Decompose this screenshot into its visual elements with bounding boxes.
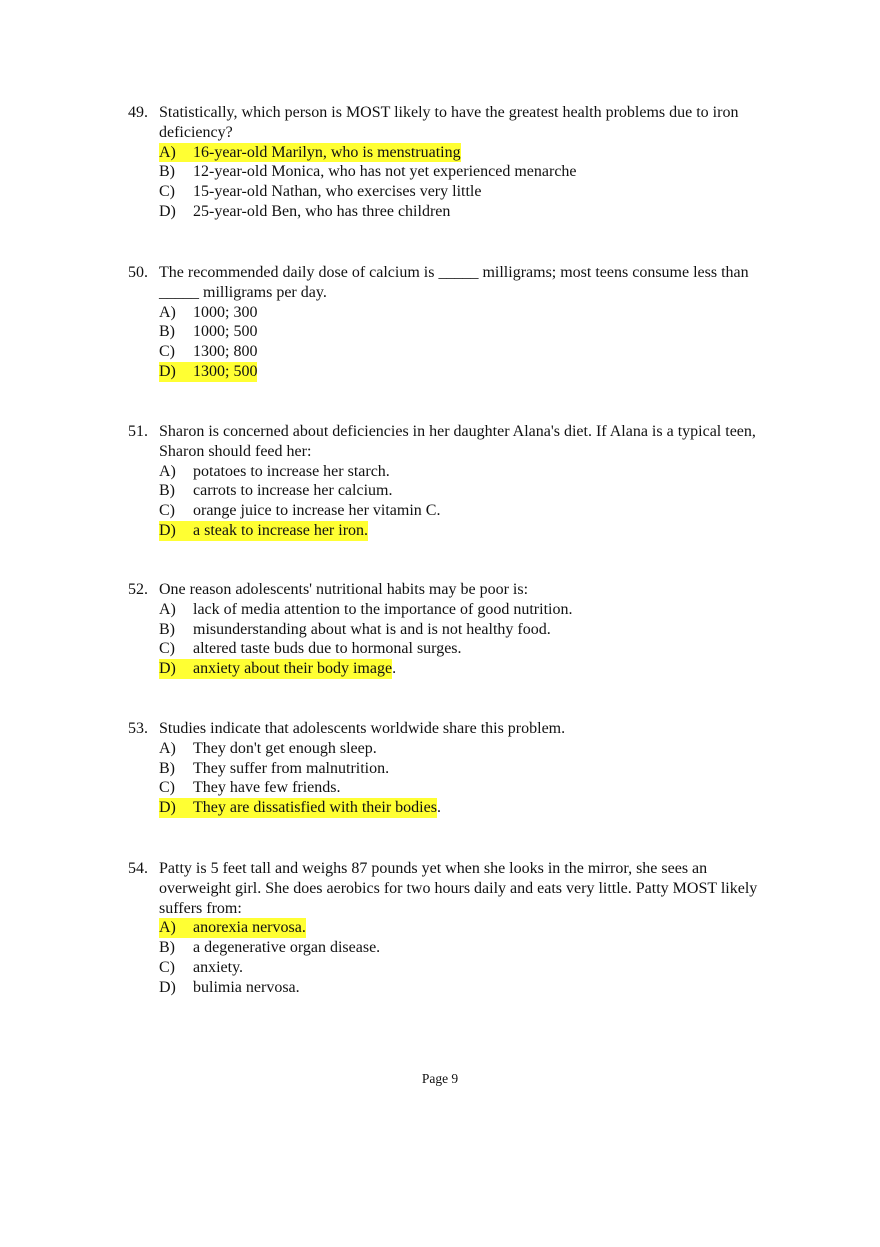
question-number: 49.	[128, 104, 148, 121]
answer-option-a	[159, 462, 778, 482]
option-text: orange juice to increase her vitamin C.	[193, 502, 441, 520]
option-text: a degenerative organ disease.	[193, 939, 381, 957]
page-number: Page 9	[421, 1071, 459, 1086]
option-text: They don't get enough sleep.	[193, 739, 377, 757]
option-text: 15-year-old Nathan, who exercises very little	[193, 183, 482, 201]
option-text: 1300; 800	[193, 343, 258, 361]
option-text: a steak to increase her iron.	[193, 521, 369, 539]
answer-option-d	[159, 659, 778, 679]
answer-option-c	[159, 182, 778, 202]
option-letter: D)	[159, 978, 176, 996]
answer-option-a	[159, 918, 778, 938]
option-text: They have few friends.	[193, 779, 341, 797]
option-letter: A)	[159, 600, 176, 618]
question-54	[128, 859, 778, 998]
question-50	[128, 263, 778, 382]
option-trailing-punctuation: .	[436, 799, 441, 817]
option-text: 12-year-old Monica, who has not yet experienced menarche	[193, 163, 577, 181]
question-number: 50.	[128, 264, 148, 281]
question-number: 52.	[128, 581, 148, 598]
option-trailing-punctuation: .	[392, 660, 397, 678]
option-text: anxiety about their body image	[193, 660, 393, 678]
option-letter: A)	[159, 462, 176, 480]
option-letter: C)	[159, 958, 175, 976]
answer-highlight	[159, 143, 461, 163]
answer-option-d	[159, 978, 778, 998]
answer-option-b	[159, 481, 778, 501]
option-letter: B)	[159, 482, 175, 500]
question-text: Sharon is concerned about deficiencies in her daughter Alana's diet. If Alana is a typical teen, Sharon should feed her:	[159, 423, 756, 460]
answer-options	[159, 143, 778, 222]
answer-option-a	[159, 143, 778, 163]
answer-highlight	[159, 798, 437, 818]
option-text: They suffer from malnutrition.	[193, 759, 390, 777]
question-number: 54.	[128, 860, 148, 877]
answer-option-b	[159, 759, 778, 779]
option-text: anxiety.	[193, 958, 244, 976]
option-letter: D)	[159, 362, 176, 380]
option-letter: B)	[159, 163, 175, 181]
option-letter: D)	[159, 799, 176, 817]
question-stem	[128, 263, 778, 303]
option-text: 1000; 500	[193, 323, 258, 341]
question-51	[128, 422, 778, 541]
option-letter: D)	[159, 202, 176, 220]
question-stem	[128, 719, 778, 739]
answer-option-b	[159, 938, 778, 958]
question-text: Patty is 5 feet tall and weighs 87 pounds yet when she looks in the mirror, she sees an overweight girl. She does aerobics for two hours daily and eats very little. Patty MOST likely suffers from:	[159, 860, 758, 917]
option-letter: C)	[159, 183, 175, 201]
option-letter: D)	[159, 660, 176, 678]
answer-options	[159, 303, 778, 382]
question-text: One reason adolescents' nutritional habits may be poor is:	[159, 581, 529, 598]
question-text: The recommended daily dose of calcium is _____ milligrams; most teens consume less than _____ milligrams per day.	[159, 264, 749, 301]
option-letter: D)	[159, 521, 176, 539]
option-text: potatoes to increase her starch.	[193, 462, 390, 480]
option-letter: C)	[159, 779, 175, 797]
option-text: bulimia nervosa.	[193, 978, 300, 996]
answer-highlight	[159, 918, 306, 938]
option-letter: A)	[159, 919, 176, 937]
answer-option-c	[159, 639, 778, 659]
question-49	[128, 103, 778, 222]
option-text: 1000; 300	[193, 303, 258, 321]
option-letter: A)	[159, 143, 176, 161]
question-stem	[128, 422, 778, 462]
question-stem	[128, 580, 778, 600]
answer-option-d	[159, 798, 778, 818]
answer-options	[159, 462, 778, 541]
answer-highlight	[159, 659, 392, 679]
answer-option-b	[159, 322, 778, 342]
option-text: 1300; 500	[193, 362, 258, 380]
answer-option-b	[159, 620, 778, 640]
option-letter: B)	[159, 620, 175, 638]
answer-option-a	[159, 600, 778, 620]
answer-option-c	[159, 778, 778, 798]
answer-options	[159, 918, 778, 997]
answer-option-a	[159, 739, 778, 759]
option-letter: C)	[159, 640, 175, 658]
option-letter: B)	[159, 759, 175, 777]
answer-option-d	[159, 202, 778, 222]
answer-highlight	[159, 362, 257, 382]
option-text: misunderstanding about what is and is not healthy food.	[193, 620, 551, 638]
question-stem	[128, 103, 778, 143]
answer-option-d	[159, 521, 778, 541]
answer-option-c	[159, 958, 778, 978]
option-text: 25-year-old Ben, who has three children	[193, 202, 451, 220]
question-text: Statistically, which person is MOST likely to have the greatest health problems due to iron deficiency?	[159, 104, 739, 141]
answer-option-c	[159, 342, 778, 362]
option-letter: B)	[159, 939, 175, 957]
question-number: 51.	[128, 423, 148, 440]
option-text: 16-year-old Marilyn, who is menstruating	[193, 143, 461, 161]
option-letter: C)	[159, 343, 175, 361]
answer-options	[159, 739, 778, 818]
answer-option-b	[159, 162, 778, 182]
answer-option-a	[159, 303, 778, 323]
question-stem	[128, 859, 778, 918]
option-text: lack of media attention to the importance of good nutrition.	[193, 600, 573, 618]
option-text: altered taste buds due to hormonal surges.	[193, 640, 462, 658]
answer-options	[159, 600, 778, 679]
option-text: anorexia nervosa.	[193, 919, 306, 937]
option-letter: A)	[159, 303, 176, 321]
option-letter: A)	[159, 739, 176, 757]
option-letter: C)	[159, 502, 175, 520]
answer-option-d	[159, 362, 778, 382]
question-53	[128, 719, 778, 818]
answer-option-c	[159, 501, 778, 521]
option-text: carrots to increase her calcium.	[193, 482, 393, 500]
answer-highlight	[159, 521, 368, 541]
option-text: They are dissatisfied with their bodies	[193, 799, 437, 817]
option-letter: B)	[159, 323, 175, 341]
question-52	[128, 580, 778, 679]
question-number: 53.	[128, 720, 148, 737]
question-text: Studies indicate that adolescents worldwide share this problem.	[159, 720, 566, 737]
